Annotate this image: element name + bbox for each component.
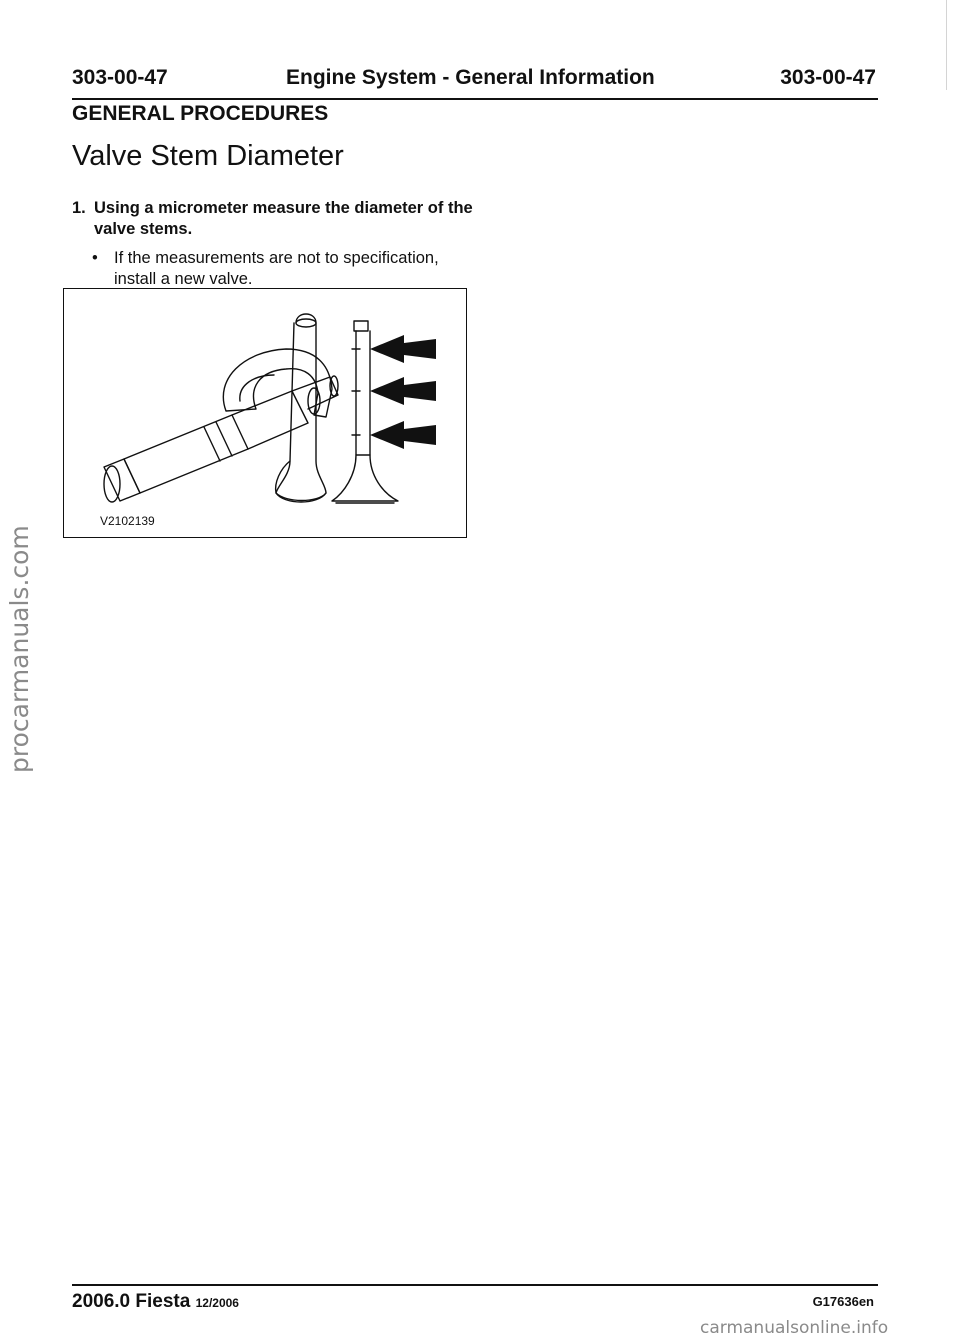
note-text: If the measurements are not to specification, install a new valve. bbox=[114, 249, 439, 288]
page-footer bbox=[72, 1284, 878, 1316]
page-header bbox=[72, 64, 878, 100]
micrometer-valve-stem-icon bbox=[64, 289, 466, 537]
page-code-right: 303-00-47 bbox=[780, 66, 876, 89]
procedure-figure bbox=[63, 288, 467, 538]
bottom-watermark: carmanualsonline.info bbox=[700, 1318, 889, 1338]
step-text: Using a micrometer measure the diameter of the valve stems. bbox=[94, 199, 473, 238]
procedure-title: Valve Stem Diameter bbox=[72, 140, 344, 172]
step-number: 1. bbox=[72, 199, 86, 217]
figure-code: V2102139 bbox=[100, 514, 155, 528]
footer-doc-id: G17636en bbox=[812, 1294, 874, 1309]
footer-model-name: 2006.0 Fiesta bbox=[72, 1291, 191, 1312]
section-heading: GENERAL PROCEDURES bbox=[72, 102, 329, 125]
bullet-marker: • bbox=[92, 249, 98, 267]
footer-model bbox=[72, 1291, 239, 1313]
side-watermark: procarmanuals.com bbox=[5, 525, 34, 773]
scan-edge-line bbox=[946, 0, 947, 90]
header-title: Engine System - General Information bbox=[286, 66, 655, 89]
footer-date: 12/2006 bbox=[195, 1296, 239, 1310]
page-code-left: 303-00-47 bbox=[72, 66, 168, 89]
